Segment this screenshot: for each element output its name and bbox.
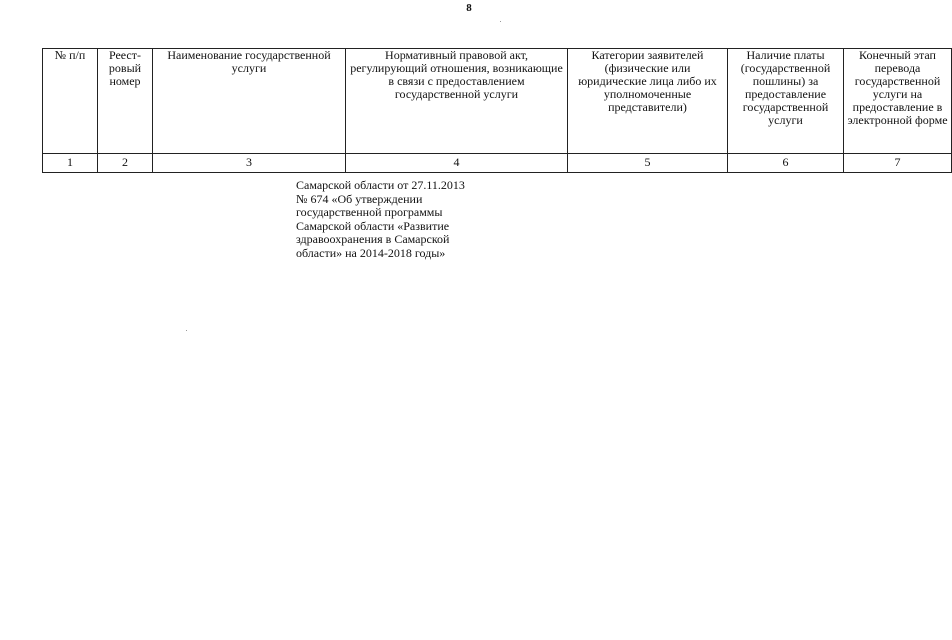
- continuation-line: здравоохранения в Самарской: [296, 232, 450, 247]
- column-number-cell: 5: [568, 154, 728, 173]
- header-electronic-stage: Конечный этап перевода государственной услуги на предоставление в электронной форме: [844, 49, 952, 154]
- column-number-cell: 4: [346, 154, 568, 173]
- header-row: [43, 49, 952, 154]
- column-number-cell: 2: [98, 154, 153, 173]
- services-table: [42, 48, 952, 173]
- header-fee: Наличие платы (государственной пошлины) за предоставление государственной услуги: [728, 49, 844, 154]
- header-number: № п/п: [43, 49, 98, 154]
- scan-speck: [500, 21, 501, 22]
- continuation-line: № 674 «Об утверждении: [296, 191, 423, 206]
- continuation-line: Самарской области «Развитие: [296, 218, 450, 233]
- header-legal-act: Нормативный правовой акт, регулирующий отношения, возникающие в связи с предоставлением государственной услуги: [346, 49, 568, 154]
- header-service-name: Наименование государственной услуги: [153, 49, 346, 154]
- header-registry-number: Реест-ровый номер: [98, 49, 153, 154]
- continuation-line: государственной программы: [296, 205, 443, 220]
- column-number-cell: 7: [844, 154, 952, 173]
- page-number: 8: [466, 2, 472, 14]
- column-number-cell: 6: [728, 154, 844, 173]
- continuation-line: Самарской области от 27.11.2013: [296, 178, 465, 192]
- scan-speck: [186, 330, 187, 331]
- column-number-cell: 1: [43, 154, 98, 173]
- column-number-row: [43, 154, 952, 173]
- column-number-cell: 3: [153, 154, 346, 173]
- legal-act-continuation: [296, 179, 511, 261]
- header-applicant-categories: Категории заявителей (физические или юридические лица либо их уполномоченные представители): [568, 49, 728, 154]
- continuation-line: области» на 2014-2018 годы»: [296, 245, 446, 260]
